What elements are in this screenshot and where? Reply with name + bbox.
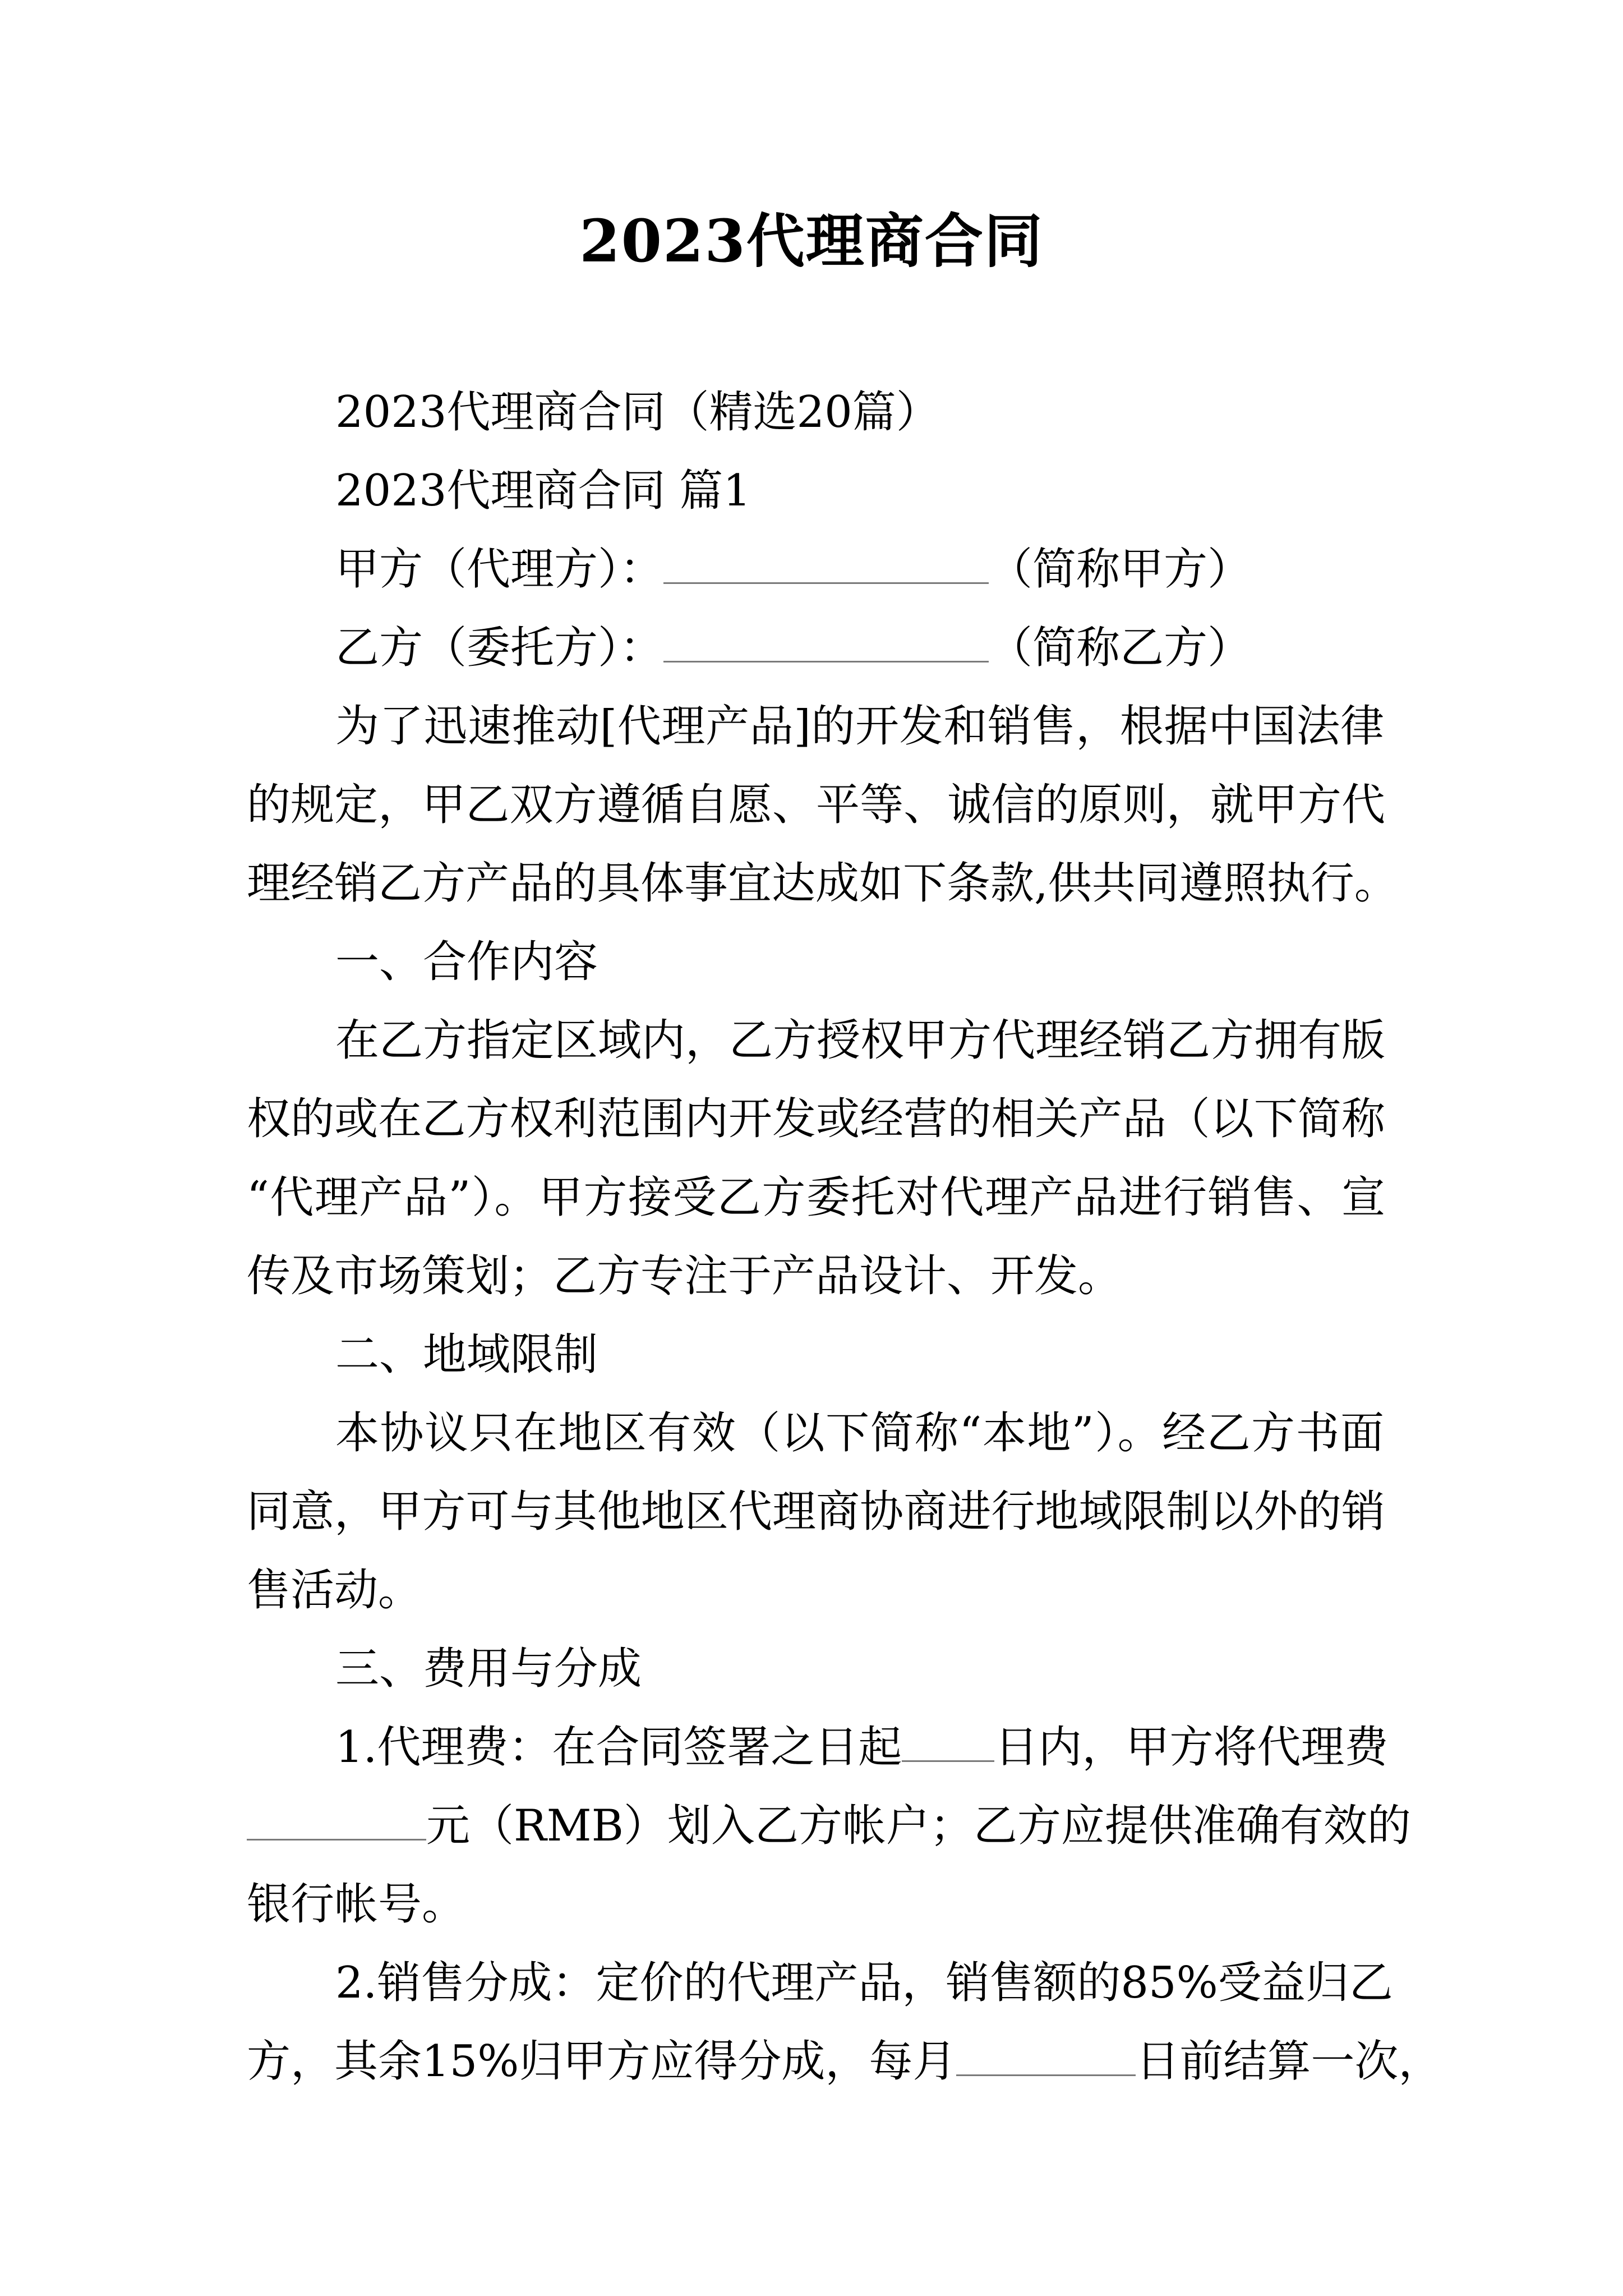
share-day-blank (956, 2040, 1136, 2076)
share-line: 2.销售分成：定价的代理产品，销售额的85%受益归乙 (335, 1958, 1393, 2008)
document-subtitle: 2023代理商合同（精选20篇） (335, 387, 940, 438)
cooperation-line: 在乙方指定区域内，乙方授权甲方代理经销乙方拥有版 (335, 1015, 1386, 1066)
region-line: 同意，甲方可与其他地区代理商协商进行地域限制以外的销 (247, 1487, 1385, 1537)
region-line: 本协议只在地区有效（以下简称“本地”）。经乙方书面 (335, 1408, 1384, 1458)
section-title: 2023代理商合同 篇1 (335, 466, 751, 516)
fee-line: 银行帐号。 (247, 1879, 466, 1930)
share-text: 日前结算一次， (1136, 2036, 1442, 2087)
preamble-line: 理经销乙方产品的具体事宜达成如下条款,供共同遵照执行。 (247, 858, 1398, 909)
party-b-blank (663, 626, 989, 662)
document-title: 2023代理商合同 (579, 206, 1044, 275)
preamble-line: 为了迅速推动[代理产品]的开发和销售，根据中国法律 (335, 701, 1384, 752)
party-b-suffix: （简称乙方） (989, 623, 1252, 673)
fee-text: 日内，甲方将代理费 (994, 1722, 1389, 1773)
party-a-label: 甲方（代理方）： (335, 544, 664, 595)
fee-days-blank (902, 1726, 994, 1762)
fee-text: 1.代理费：在合同签署之日起 (335, 1722, 902, 1773)
fee-text: 元（RMB）划入乙方帐户；乙方应提供准确有效的 (426, 1801, 1411, 1851)
fee-line (247, 1787, 1411, 1865)
heading-region: 二、地域限制 (335, 1329, 598, 1380)
region-line: 售活动。 (247, 1565, 422, 1616)
cooperation-line: “代理产品”）。甲方接受乙方委托对代理产品进行销售、宣 (247, 1172, 1385, 1223)
party-a-blank (663, 547, 989, 584)
preamble-line: 的规定，甲乙双方遵循自愿、平等、诚信的原则，就甲方代 (247, 780, 1385, 830)
cooperation-line: 传及市场策划；乙方专注于产品设计、开发。 (247, 1251, 1122, 1301)
party-b-label: 乙方（委托方）： (335, 623, 664, 673)
cooperation-line: 权的或在乙方权利范围内开发或经营的相关产品（以下简称 (247, 1094, 1385, 1144)
share-text: 方，其余15%归甲方应得分成，每月 (247, 2036, 957, 2087)
share-line (247, 2022, 1442, 2101)
heading-cooperation: 一、合作内容 (335, 937, 598, 987)
fee-amount-blank (247, 1804, 426, 1841)
fee-line (335, 1708, 1389, 1787)
party-a-line (335, 530, 1474, 609)
party-b-line (335, 609, 1474, 687)
party-a-suffix: （简称甲方） (989, 544, 1252, 595)
heading-fees: 三、费用与分成 (335, 1644, 642, 1694)
